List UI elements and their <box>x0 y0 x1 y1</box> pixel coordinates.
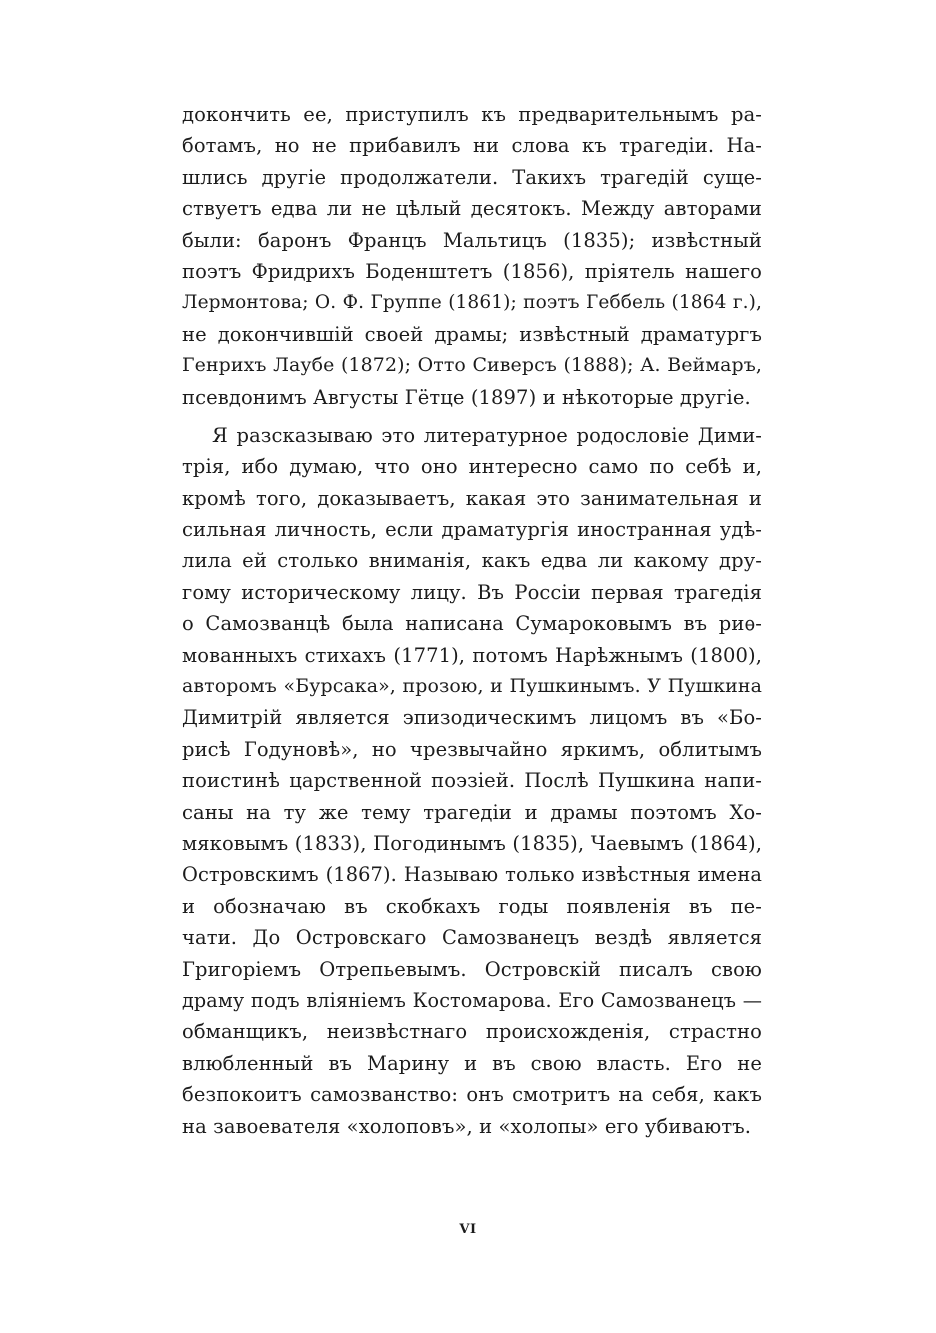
text-line: лила ей столько вниманія, какъ едва ли какому дру- <box>182 549 762 573</box>
text-line: поистинѣ царственной поэзіей. Послѣ Пушкина напи- <box>182 769 762 793</box>
paragraph-1 <box>182 99 762 413</box>
text-line: гому историческому лицу. Въ Россіи первая трагедія <box>182 580 762 604</box>
text-line: мованныхъ стихахъ (1771), потомъ Нарѣжнымъ (1800), <box>182 643 762 667</box>
page-number: VI <box>459 1222 477 1237</box>
text-line: драму подъ вліяніемъ Костомарова. Его Самозванецъ — <box>182 988 762 1012</box>
text-line: рисѣ Годуновѣ», но чрезвычайно яркимъ, облитымъ <box>182 737 762 761</box>
text-line: обманщикъ, неизвѣстнаго происхожденія, страстно <box>182 1020 762 1044</box>
text-line: мяковымъ (1833), Погодинымъ (1835), Чаевымъ (1864), <box>182 831 762 855</box>
text-line: не докончившій своей драмы; извѣстный драматургъ <box>182 322 762 346</box>
paragraph-2 <box>182 420 762 1142</box>
text-line: докончить ее, приступилъ къ предварительнымъ ра- <box>182 103 762 126</box>
body-text <box>182 99 762 1142</box>
text-line: саны на ту же тему трагедіи и драмы поэтомъ Хо- <box>182 800 762 824</box>
text-line: на завоевателя «холоповъ», и «холопы» его убиваютъ. <box>182 1114 752 1138</box>
text-line: ботамъ, но не прибавилъ ни слова къ трагедіи. На- <box>182 134 762 158</box>
text-line: сильная личность, если драматургія иностранная удѣ- <box>182 518 762 542</box>
text-line: Григоріемъ Отрепьевымъ. Островскій писалъ свою <box>182 957 762 981</box>
text-line: Димитрій является эпизодическимъ лицомъ въ «Бо- <box>182 706 762 730</box>
text-line: кромѣ того, доказываетъ, какая это занимательная и <box>182 486 762 510</box>
text-line: поэтъ Фридрихъ Боденштетъ (1856), пріятель нашего <box>182 259 762 283</box>
text-line: Генрихъ Лаубе (1872); Отто Сиверсъ (1888); А. Веймаръ, <box>182 354 762 377</box>
text-line: авторомъ «Бурсака», прозою, и Пушкинымъ. У Пушкина <box>182 675 762 698</box>
text-line: и обозначаю въ скобкахъ годы появленія въ пе- <box>182 894 762 918</box>
text-line: влюбленный въ Марину и въ свою власть. Его не <box>182 1051 762 1075</box>
text-line: безпокоитъ самозванство: онъ смотритъ на себя, какъ <box>182 1083 762 1107</box>
paragraph-gap <box>182 413 762 420</box>
text-line: Лермонтова; О. Ф. Группе (1861); поэтъ Геббель (1864 г.), <box>182 292 762 314</box>
text-line: псевдонимъ Августы Гётце (1897) и нѣкоторые другіе. <box>182 385 751 409</box>
text-line: Островскимъ (1867). Называю только извѣстныя имена <box>182 863 762 887</box>
text-line: чати. До Островскаго Самозванецъ вездѣ является <box>182 926 762 950</box>
text-line: были: баронъ Францъ Мальтицъ (1835); извѣстный <box>182 228 762 252</box>
text-line: Я разсказываю это литературное родословіе Дими- <box>212 423 762 447</box>
text-line: о Самозванцѣ была написана Сумароковымъ въ риѳ- <box>182 612 762 636</box>
text-line: трія, ибо думаю, что оно интересно само по себѣ и, <box>182 455 762 479</box>
text-line: шлись другіе продолжатели. Такихъ трагедій суще- <box>182 165 762 189</box>
text-line: ствуетъ едва ли не цѣлый десятокъ. Между авторами <box>182 197 762 221</box>
